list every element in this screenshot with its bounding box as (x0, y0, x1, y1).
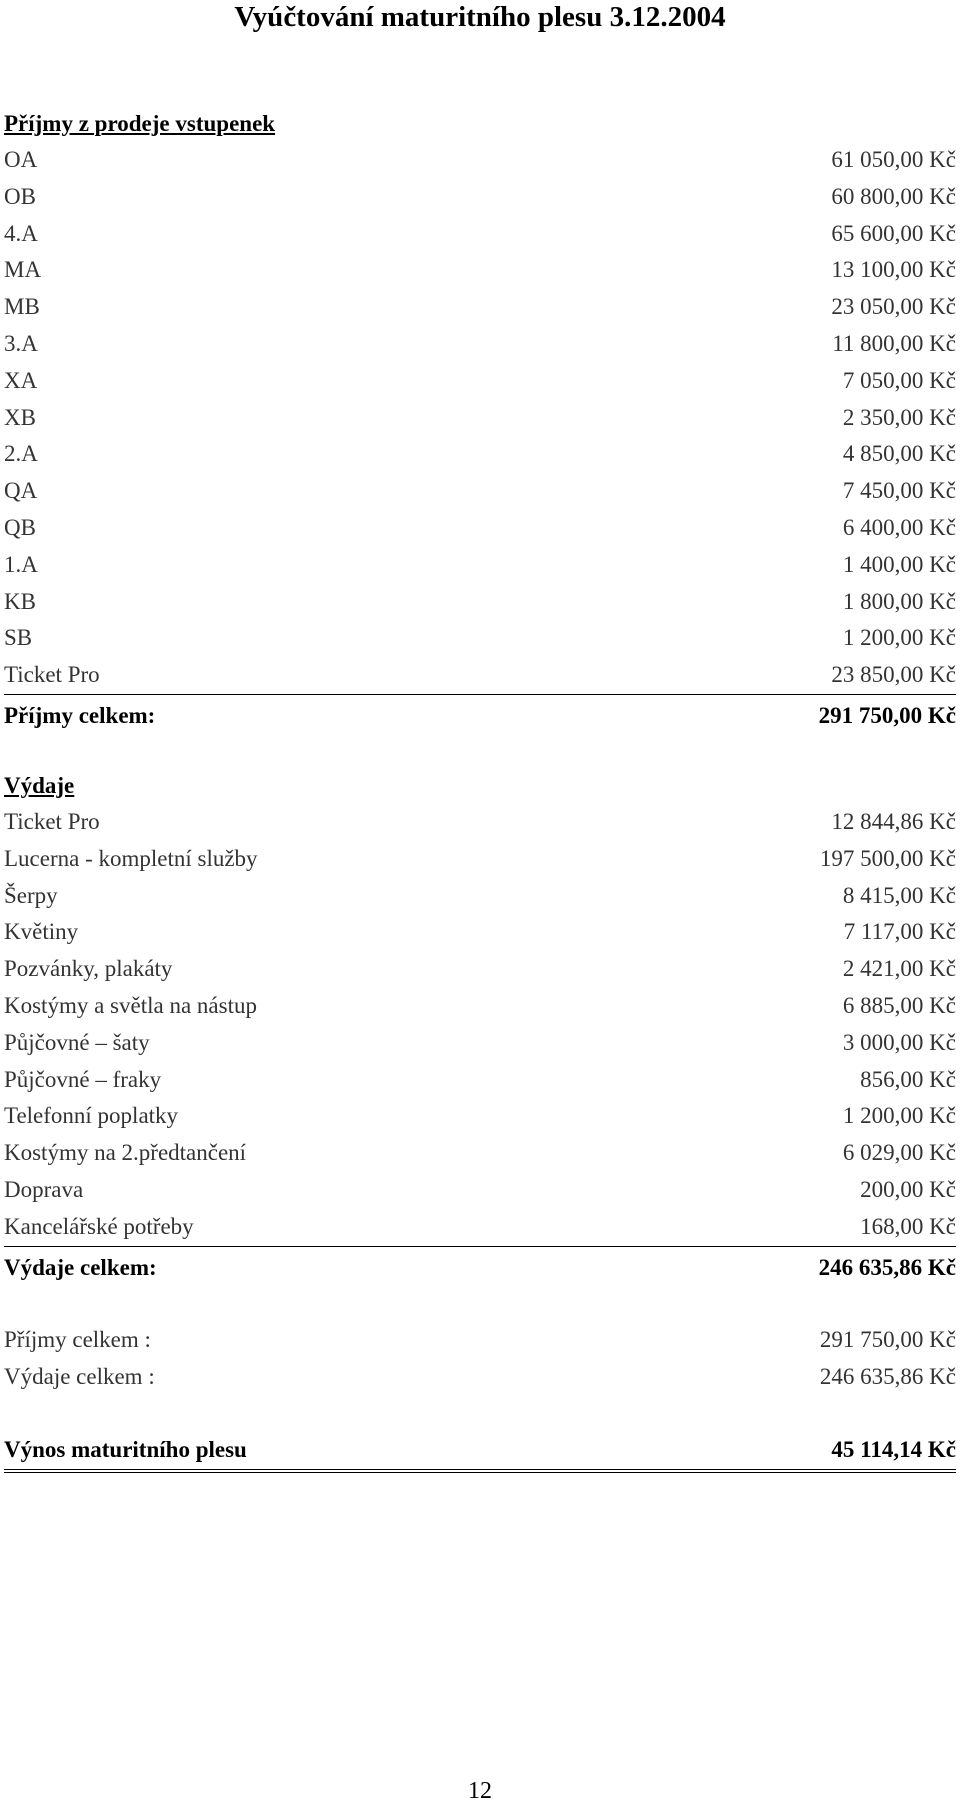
row-label: Kancelářské potřeby (4, 1213, 194, 1239)
row-amount: 197 500,00 Kč (819, 845, 956, 871)
row-amount: 60 800,00 Kč (831, 183, 956, 209)
income-row (4, 142, 956, 179)
row-label: Pozvánky, plakáty (4, 956, 173, 982)
income-row (4, 547, 956, 584)
row-label: 1.A (4, 551, 38, 577)
expense-row (4, 914, 956, 951)
expenses-total-amount: 246 635,86 Kč (818, 1254, 956, 1280)
row-label: OA (4, 147, 38, 172)
row-amount: 246 635,86 Kč (819, 1363, 956, 1389)
expense-row (4, 988, 956, 1025)
expense-row (4, 878, 956, 915)
row-amount: 8 415,00 Kč (842, 882, 956, 908)
summary-row (4, 1359, 956, 1396)
row-amount: 23 850,00 Kč (831, 662, 956, 688)
row-amount: 7 117,00 Kč (843, 919, 956, 945)
summary-section (4, 1322, 956, 1396)
income-heading (4, 106, 956, 142)
row-label: Šerpy (4, 882, 58, 908)
row-label: MA (4, 257, 42, 283)
income-row (4, 216, 956, 253)
row-label: XA (4, 367, 38, 393)
summary-row (4, 1322, 956, 1359)
row-label: Příjmy celkem : (4, 1327, 151, 1352)
income-row (4, 620, 956, 657)
income-row (4, 326, 956, 363)
row-amount: 1 400,00 Kč (842, 551, 956, 577)
expenses-total-label: Výdaje celkem: (4, 1254, 157, 1280)
row-label: Kostýmy na 2.předtančení (4, 1140, 247, 1166)
row-amount: 61 050,00 Kč (831, 147, 956, 172)
row-label: Ticket Pro (4, 662, 100, 688)
row-amount: 3 000,00 Kč (842, 1029, 956, 1055)
row-label: Ticket Pro (4, 809, 100, 834)
row-label: QA (4, 478, 38, 504)
income-row (4, 584, 956, 621)
expenses-section (4, 768, 956, 1289)
expense-row (4, 1172, 956, 1209)
row-label: QB (4, 514, 36, 540)
expenses-total-row (4, 1246, 956, 1289)
income-row (4, 473, 956, 510)
expenses-heading (4, 768, 956, 804)
row-amount: 200,00 Kč (860, 1176, 956, 1202)
expense-row (4, 1025, 956, 1062)
row-label: Lucerna - kompletní služby (4, 845, 258, 871)
income-total-label: Příjmy celkem: (4, 702, 156, 728)
income-row (4, 179, 956, 216)
row-amount: 1 800,00 Kč (842, 588, 956, 614)
row-label: Doprava (4, 1176, 84, 1202)
income-row (4, 289, 956, 326)
row-amount: 4 850,00 Kč (842, 441, 956, 467)
row-label: 3.A (4, 330, 38, 356)
expense-row (4, 841, 956, 878)
row-amount: 6 029,00 Kč (842, 1140, 956, 1166)
row-label: XB (4, 404, 36, 430)
row-label: Půjčovné – fraky (4, 1066, 162, 1092)
result-section (4, 1431, 956, 1473)
row-label: OB (4, 183, 36, 209)
row-label: Kostýmy a světla na nástup (4, 992, 257, 1018)
expense-row (4, 951, 956, 988)
row-amount: 13 100,00 Kč (831, 257, 956, 283)
row-amount: 856,00 Kč (860, 1066, 956, 1092)
income-row (4, 657, 956, 694)
result-amount: 45 114,14 Kč (831, 1437, 956, 1462)
row-label: MB (4, 294, 40, 320)
row-amount: 2 350,00 Kč (842, 404, 956, 430)
income-row (4, 363, 956, 400)
row-label: 4.A (4, 220, 38, 246)
expense-row (4, 1062, 956, 1099)
row-amount: 168,00 Kč (860, 1213, 956, 1239)
row-label: 2.A (4, 441, 38, 467)
row-label: Výdaje celkem : (4, 1363, 155, 1389)
income-total-amount: 291 750,00 Kč (818, 702, 956, 728)
page-title: Vyúčtování maturitního plesu 3.12.2004 (234, 1, 726, 33)
row-amount: 2 421,00 Kč (842, 956, 956, 982)
income-row (4, 436, 956, 473)
income-heading-text: Příjmy z prodeje vstupenek (4, 111, 276, 136)
row-amount: 6 885,00 Kč (842, 992, 956, 1018)
row-amount: 1 200,00 Kč (842, 1103, 956, 1129)
row-amount: 7 450,00 Kč (842, 478, 956, 504)
row-amount: 1 200,00 Kč (842, 625, 956, 651)
result-label: Výnos maturitního plesu (4, 1437, 247, 1462)
expense-row (4, 1209, 956, 1246)
row-amount: 6 400,00 Kč (842, 514, 956, 540)
result-row (4, 1431, 956, 1473)
row-label: Květiny (4, 919, 79, 945)
row-amount: 65 600,00 Kč (831, 220, 956, 246)
row-label: KB (4, 588, 36, 614)
expenses-heading-text: Výdaje (4, 773, 75, 798)
row-amount: 291 750,00 Kč (819, 1327, 956, 1352)
expense-row (4, 1098, 956, 1135)
income-row (4, 510, 956, 547)
row-label: SB (4, 625, 33, 651)
income-row (4, 252, 956, 289)
row-amount: 7 050,00 Kč (842, 367, 956, 393)
row-label: Telefonní poplatky (4, 1103, 179, 1129)
expense-row (4, 804, 956, 841)
row-amount: 11 800,00 Kč (832, 330, 956, 356)
income-section (4, 106, 956, 737)
income-row (4, 400, 956, 437)
expense-row (4, 1135, 956, 1172)
row-amount: 12 844,86 Kč (831, 809, 956, 834)
income-total-row (4, 694, 956, 737)
page-number: 12 (468, 1778, 492, 1804)
row-amount: 23 050,00 Kč (831, 294, 956, 320)
row-label: Půjčovné – šaty (4, 1029, 150, 1055)
